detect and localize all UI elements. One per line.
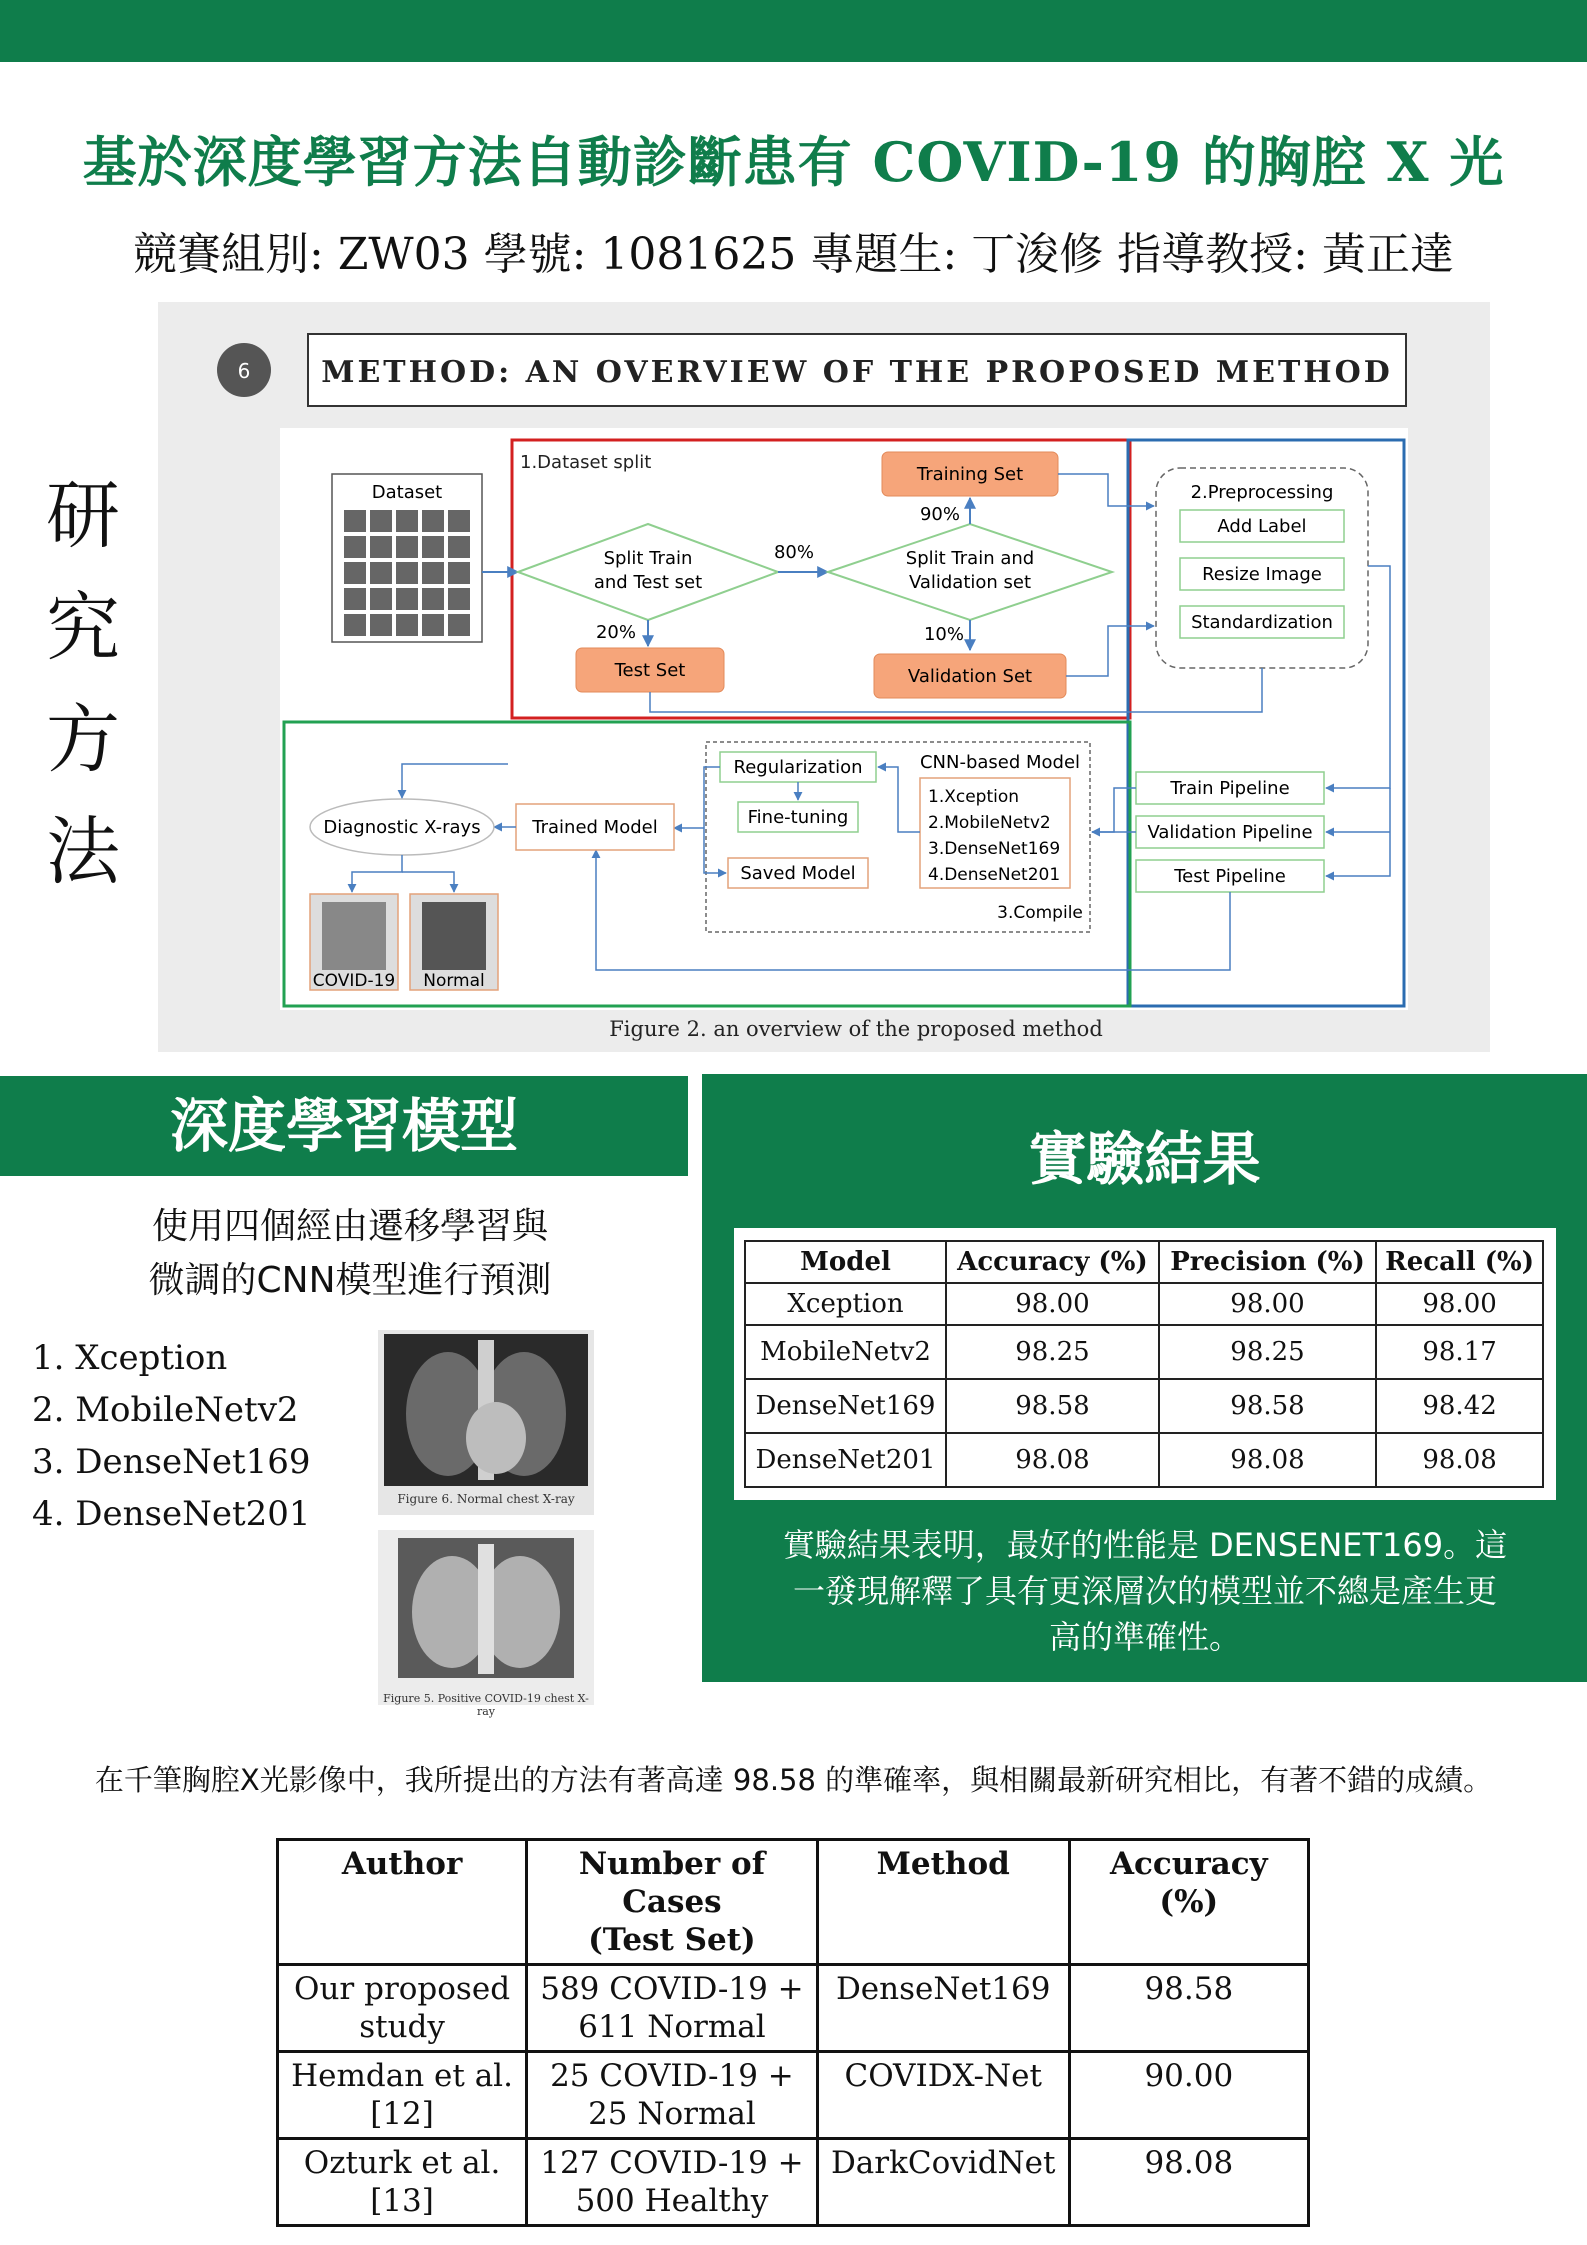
cnn-based-model-label: CNN-based Model <box>919 752 1081 773</box>
table-cell <box>1069 1965 1308 2052</box>
header-line: Method <box>876 1846 1010 1882</box>
column-header: Model <box>745 1241 946 1283</box>
top-bar <box>0 0 1587 62</box>
table-cell <box>527 2052 818 2139</box>
fig-model-4: 4.DenseNet201 <box>928 865 1061 885</box>
header-line: Number of Cases <box>578 1846 766 1920</box>
table-cell: DenseNet169 <box>745 1379 946 1433</box>
table-cell: 98.58 <box>1159 1379 1376 1433</box>
table-cell: 98.17 <box>1376 1325 1543 1379</box>
table-cell: 98.25 <box>1159 1325 1376 1379</box>
results-heading: 實驗結果 <box>1028 1125 1261 1193</box>
column-header <box>527 1840 818 1965</box>
cell-line: 589 COVID-19 + <box>540 1971 804 2007</box>
table-row <box>745 1283 1543 1325</box>
cell-line: [13] <box>370 2183 434 2219</box>
add-label: Add Label <box>1217 516 1307 537</box>
table-row <box>745 1379 1543 1433</box>
fig-model-1: 1.Xception <box>928 787 1020 807</box>
test-set-label: Test Set <box>614 660 686 681</box>
list-item: 4. DenseNet201 <box>32 1494 311 1534</box>
header-line: (Test Set) <box>588 1922 756 1958</box>
table-cell: 98.08 <box>946 1433 1159 1487</box>
diagnostic-xrays: Diagnostic X-rays <box>323 817 481 838</box>
standardization: Standardization <box>1191 612 1333 633</box>
desc-line: 微調的CNN模型進行預測 <box>148 1260 552 1301</box>
table-cell <box>527 2139 818 2226</box>
split-train-val-label: Split Train and <box>905 548 1035 569</box>
figure-caption: Figure 2. an overview of the proposed method <box>609 1017 1103 1041</box>
cell-line: 25 Normal <box>588 2096 756 2132</box>
section-side-label <box>38 460 128 908</box>
table-row <box>278 2052 1309 2139</box>
table-cell: 98.58 <box>946 1379 1159 1433</box>
comparison-table <box>276 1838 1310 2227</box>
results-table <box>744 1240 1544 1488</box>
list-item: 2. MobileNetv2 <box>32 1390 299 1430</box>
validation-set-label: Validation Set <box>907 666 1033 687</box>
cell-line: [12] <box>370 2096 434 2132</box>
column-header <box>278 1840 527 1965</box>
table-cell: 98.08 <box>1376 1433 1543 1487</box>
pct-20: 20% <box>595 622 637 643</box>
split-train-test-label: and Test set <box>593 572 703 593</box>
column-header: Precision (%) <box>1159 1241 1376 1283</box>
figure-banner: METHOD: AN OVERVIEW OF THE PROPOSED METHOD <box>321 355 1393 390</box>
table-cell: 98.42 <box>1376 1379 1543 1433</box>
cell-line: study <box>359 2009 445 2045</box>
cell-line: Ozturk et al. <box>303 2145 501 2181</box>
method-figure <box>158 302 1490 1052</box>
train-pipeline: Train Pipeline <box>1170 778 1290 799</box>
fig-model-2: 2.MobileNetv2 <box>928 813 1051 833</box>
note-line: 一發現解釋了具有更深層次的模型並不總是產生更 <box>792 1572 1497 1610</box>
table-cell: 98.00 <box>946 1283 1159 1325</box>
saved-model: Saved Model <box>740 863 856 884</box>
table-cell: 98.00 <box>1159 1283 1376 1325</box>
test-pipeline: Test Pipeline <box>1174 866 1286 887</box>
table-row <box>278 2139 1309 2226</box>
table-cell <box>1069 2052 1308 2139</box>
table-cell: 98.08 <box>1159 1433 1376 1487</box>
split-train-test-label: Split Train <box>603 548 693 569</box>
table-cell: 98.00 <box>1376 1283 1543 1325</box>
table-cell <box>817 1965 1069 2052</box>
table-cell <box>527 1965 818 2052</box>
side-char: 方 <box>46 697 120 783</box>
table-cell <box>278 1965 527 2052</box>
covid-xray-caption: Figure 5. Positive COVID-19 chest X-ray <box>383 1692 589 1718</box>
preprocessing-label: 2.Preprocessing <box>1190 482 1334 503</box>
note-line: 實驗結果表明，最好的性能是 DENSENET169。這 <box>782 1526 1508 1564</box>
pct-80: 80% <box>773 542 815 563</box>
table-row <box>745 1325 1543 1379</box>
list-item: 3. DenseNet169 <box>32 1442 311 1482</box>
normal-label: Normal <box>423 971 485 991</box>
list-item: 1. Xception <box>32 1338 228 1378</box>
step-number: 6 <box>237 359 251 383</box>
table-cell: MobileNetv2 <box>745 1325 946 1379</box>
pct-90: 90% <box>919 504 961 525</box>
results-table-wrapper <box>734 1228 1556 1500</box>
pct-10: 10% <box>923 624 965 645</box>
cell-line: Our proposed <box>294 1971 511 2007</box>
table-header-row <box>745 1241 1543 1283</box>
compile-label: 3.Compile <box>997 903 1083 923</box>
regularization: Regularization <box>733 757 863 778</box>
cell-line: 25 COVID-19 + <box>550 2058 794 2094</box>
cell-line: 90.00 <box>1144 2058 1234 2094</box>
note-line: 高的準確性。 <box>1048 1618 1241 1656</box>
column-header: Accuracy (%) <box>946 1241 1159 1283</box>
trained-model: Trained Model <box>532 817 658 838</box>
dataset-thumbnail-grid <box>344 510 470 636</box>
cell-line: 98.58 <box>1144 1971 1234 2007</box>
validation-pipeline: Validation Pipeline <box>1147 822 1313 843</box>
results-note <box>740 1522 1550 1660</box>
header-line: Accuracy <box>1109 1846 1268 1882</box>
covid-chest-xray-image <box>378 1530 594 1705</box>
column-header <box>817 1840 1069 1965</box>
desc-line: 使用四個經由遷移學習與 <box>151 1206 548 1247</box>
split-train-val-label: Validation set <box>908 572 1032 593</box>
model-list <box>32 1332 311 1540</box>
table-cell <box>278 2052 527 2139</box>
side-char: 研 <box>46 473 120 559</box>
fine-tuning: Fine-tuning <box>747 807 849 828</box>
cell-line: 127 COVID-19 + <box>540 2145 804 2181</box>
table-cell <box>817 2052 1069 2139</box>
side-char: 法 <box>46 809 120 895</box>
cell-line: 98.08 <box>1144 2145 1234 2181</box>
header-line: Author <box>341 1846 463 1882</box>
covid-label: COVID-19 <box>312 971 396 991</box>
cell-line: DarkCovidNet <box>830 2145 1056 2181</box>
table-cell: DenseNet201 <box>745 1433 946 1487</box>
table-header-row <box>278 1840 1309 1965</box>
cell-line: 500 Healthy <box>575 2183 769 2219</box>
dataset-split-label: 1.Dataset split <box>520 452 652 473</box>
table-cell <box>278 2139 527 2226</box>
header-line: (%) <box>1159 1884 1219 1920</box>
dataset-label: Dataset <box>371 482 443 503</box>
deep-learning-description <box>40 1200 660 1308</box>
cell-line: DenseNet169 <box>835 1971 1051 2007</box>
training-set-label: Training Set <box>916 464 1024 485</box>
cell-line: Hemdan et al. <box>291 2058 513 2094</box>
table-cell <box>1069 2139 1308 2226</box>
cell-line: 611 Normal <box>578 2009 766 2045</box>
table-cell: Xception <box>745 1283 946 1325</box>
side-char: 究 <box>46 585 120 671</box>
normal-chest-xray-image <box>378 1330 594 1515</box>
deep-learning-heading: 深度學習模型 <box>0 1076 688 1176</box>
table-row <box>278 1965 1309 2052</box>
column-header <box>1069 1840 1308 1965</box>
table-row <box>745 1433 1543 1487</box>
column-header: Recall (%) <box>1376 1241 1543 1283</box>
summary-text: 在千筆胸腔X光影像中，我所提出的方法有著高達 98.58 的準確率，與相關最新研究相比，有著不錯的成績。 <box>94 1763 1493 1797</box>
resize-image: Resize Image <box>1202 564 1322 585</box>
fig-model-3: 3.DenseNet169 <box>928 839 1061 859</box>
cell-line: COVIDX-Net <box>844 2058 1042 2094</box>
poster-title: 基於深度學習方法自動診斷患有 COVID-19 的胸腔 X 光 <box>82 130 1505 194</box>
poster-subtitle: 競賽組別: ZW03 學號: 1081625 專題生: 丁浚修 指導教授: 黃正達 <box>133 229 1454 280</box>
table-cell <box>817 2139 1069 2226</box>
normal-xray-caption: Figure 6. Normal chest X-ray <box>397 1492 575 1506</box>
table-cell: 98.25 <box>946 1325 1159 1379</box>
